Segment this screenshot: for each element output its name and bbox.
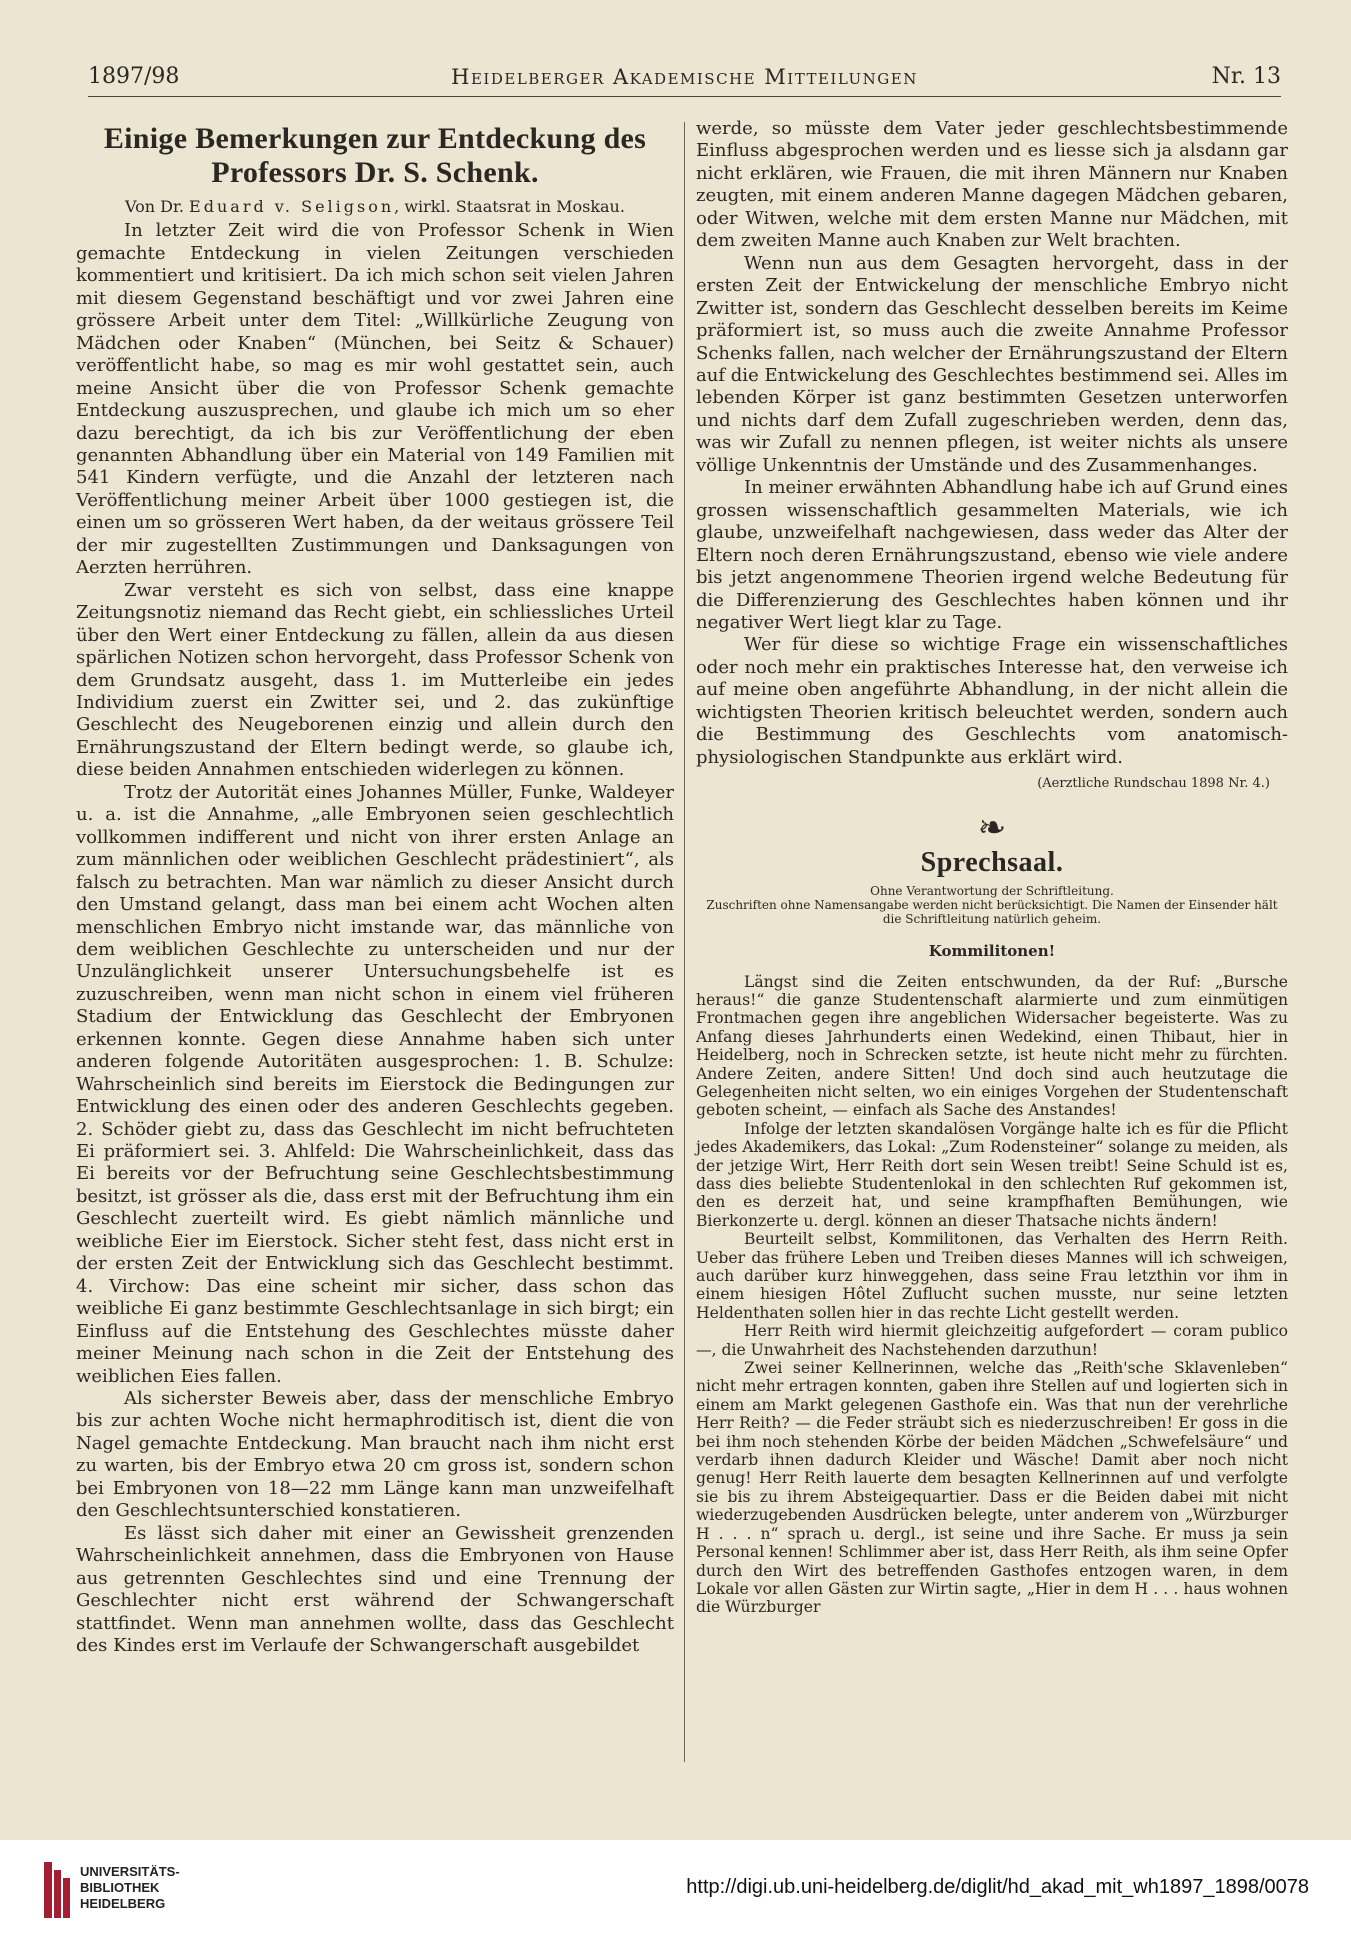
library-line: UNIVERSITÄTS- <box>80 1864 180 1879</box>
article-paragraph: Es lässt sich daher mit einer an Gewissheit grenzenden Wahrscheinlichkeit annehmen, dass die Embryonen von Hause aus getrennten Geschlechtes sind und eine Trennung der Geschlechter nicht erst während der Schwangerschaft stattfindet. Wenn man annehmen wollte, dass das Geschlecht des Kindes erst im Verlaufe der Schwangerschaft ausgebildet <box>76 1522 674 1656</box>
letter-paragraph: Zwei seiner Kellnerinnen, welche das „Reith'sche Sklavenleben“ nicht mehr ertragen konnten, gaben ihre Stellen auf und logierten sich in einem am Markt gelegenen Gasthofe ein. Was that nun der verehrliche Herr Reith? — die Feder sträubt sich es niederzuschreiben! Er goss in die bei ihm noch stehenden Körbe der beiden Mädchen „Schwefelsäure“ und verdarb ihnen dadurch Kleider und Wäsche! Damit aber noch nicht genug! Herr Reith lauerte dem besagten Kellnerinnen auf und verfolgte sie bis zu ihrem Absteigequartier. Dass er die Beiden dabei mit nicht wiederzugebenden Ausdrücken belegte, unter anderem von „Würzburger H . . . n“ sprach u. dergl., ist seine und ihre Sache. Er muss ja sein Personal kennen! Schlimmer aber ist, dass Herr Reith, als ihm seine Opfer durch den Wirt des betreffenden Gasthofes entzogen waren, in dem Lokale vor allen Gästen zur Wirtin sagte, „Hier in dem H . . . haus wohnen die Würzburger <box>696 1359 1288 1617</box>
logo-bar <box>44 1862 52 1918</box>
section-title: Sprechsaal. <box>920 846 1064 878</box>
article-paragraph: Trotz der Autorität eines Johannes Müller, Funke, Waldeyer u. a. ist die Annahme, „alle Embryonen seien geschlechtlich vollkommen indifferent und nicht von ihrer ersten Anlage an zum männlichen oder weiblichen Geschlecht prädestiniert“, als falsch zu betrachten. Man war nämlich zu dieser Ansicht durch den Umstand gelangt, dass man bei einem acht Wochen alten menschlichen Embryo nicht imstande war, das männliche von dem weiblichen Geschlechte zu unterscheiden und nur der Unzulänglichkeit unserer Untersuchungsbehelfe ist es zuzuschreiben, wenn man nicht schon in einem viel früheren Stadium der Entwicklung das Geschlecht der Embryonen erkennen konnte. Gegen diese Annahme haben sich unter anderen folgende Autoritäten ausgesprochen: 1. B. Schulze: Wahrscheinlich sind bereits im Eierstock die Bedingungen zur Entwicklung des einen oder des anderen Geschlechts gegeben. 2. Schöder giebt zu, dass das Geschlecht im nicht befruchteten Ei präformiert sei. 3. Ahlfeld: Die Wahrscheinlichkeit, dass das Ei bereits vor der Befruchtung seine Geschlechtsbestimmung besitzt, ist grösser als die, dass erst mit der Befruchtung ihm ein Geschlecht zuerteilt wird. Es giebt nämlich männliche und weibliche Eier im Eierstock. Sicher steht fest, dass nicht erst in der ersten Zeit der Entwicklung sich das Geschlecht bestimmt. 4. Virchow: Das eine scheint mir sicher, dass schon das weibliche Ei ganz bestimmte Geschlechtsanlage in sich birgt; ein Einfluss auf die Entstehung des Geschlechtes müsste daher meiner Meinung nach schon in die Zeit der Entstehung des weiblichen Eies fallen. <box>76 781 674 1387</box>
article-paragraph: Wer für diese so wichtige Frage ein wissenschaftliches oder noch mehr ein praktisches Interesse hat, den verweise ich auf meine oben angeführte Abhandlung, in der nicht allein die wichtigsten Theorien kritisch beleuchtet werden, sondern auch die Bestimmung des Geschlechts vom anatomisch-physiologischen Standpunkte aus erklärt wird. <box>696 634 1288 768</box>
byline-prefix: Von Dr. <box>125 197 190 216</box>
library-name <box>80 1864 180 1912</box>
article-paragraph: werde, so müsste dem Vater jeder geschlechtsbestimmende Einfluss abgesprochen werden und es liesse sich ja alsdann gar nicht erklären, wie Frauen, die mit ihren Männern nur Knaben zeugten, mit einem anderen Manne dagegen Mädchen gebaren, oder Witwen, welche mit dem ersten Manne nur Mädchen, mit dem zweiten Manne auch Knaben zur Welt brachten. <box>696 118 1288 252</box>
logo-bar <box>63 1878 70 1918</box>
column-divider <box>684 122 685 1762</box>
header-number: Nr. 13 <box>1211 64 1281 89</box>
section-note-2: Zuschriften ohne Namensangabe werden nicht berücksichtigt. Die Namen der Einsender hält die Schriftleitung natürlich geheim. <box>706 898 1278 927</box>
right-column <box>696 118 1288 1617</box>
article-title: Einige Bemerkungen zur Entdeckung des Professors Dr. S. Schenk. <box>103 122 647 189</box>
letter-paragraph: Infolge der letzten skandalösen Vorgänge halte ich es für die Pflicht jedes Akademikers, das Lokal: „Zum Rodensteiner“ solange zu meiden, als der jetzige Wirt, Herr Reith dort sein Wesen treibt! Seine Schuld ist es, dass dies beliebte Studentenlokal in den schlechten Ruf gekommen ist, den es derzeit hat, und seine krampfhaften Bemühungen, wie Bierkonzerte u. dergl. können an dieser Thatsache nichts ändern! <box>696 1119 1288 1230</box>
university-logo-icon <box>44 1862 70 1918</box>
article-paragraph: Als sicherster Beweis aber, dass der menschliche Embryo bis zur achten Woche nicht hermaphroditisch ist, dient die von Nagel gemachte Entdeckung. Man braucht nach ihm nicht erst zu warten, bis der Embryo etwa 20 cm gross ist, sondern schon bei Embryonen von 18—22 mm Länge kann man unzweifelhaft den Geschlechtsunterschied konstatieren. <box>76 1388 674 1522</box>
article-paragraph: In letzter Zeit wird die von Professor Schenk in Wien gemachte Entdeckung in vielen Zeitungen verschieden kommentiert und kritisiert. Da ich mich schon seit vielen Jahren mit diesem Gegenstand beschäftigt und vor zwei Jahren eine grössere Arbeit unter dem Titel: „Willkürliche Zeugung von Mädchen oder Knaben“ (München, bei Seitz & Schauer) veröffentlicht habe, so mag es mir wohl gestattet sein, auch meine Ansicht über die von Professor Schenk gemachte Entdeckung auszusprechen, und glaube ich mich um so eher dazu berechtigt, da ich bis zur Veröffentlichung der eben genannten Abhandlung über ein Material von 149 Familien mit 541 Kindern verfügte, und die Anzahl der letzteren nach Veröffentlichung meiner Arbeit über 1000 gestiegen ist, die einen um so grösseren Wert haben, da der weitaus grössere Teil der mir zugestellten Zustimmungen und Danksagungen von Aerzten herrühren. <box>76 220 674 579</box>
left-column <box>76 118 674 1657</box>
letter-heading: Kommilitonen! <box>928 942 1056 961</box>
article-source: (Aerztliche Rundschau 1898 Nr. 4.) <box>1037 776 1270 792</box>
ornament-icon: ❧ <box>977 807 1007 848</box>
letter-paragraph: Längst sind die Zeiten entschwunden, da der Ruf: „Bursche heraus!“ die ganze Studentenschaft alarmierte und zum einmütigen Frontmachen gegen ihre angeblichen Widersacher begeisterte. Was zu Anfang dieses Jahrhunderts einen Wedekind, einen Thibaut, hier in Heidelberg, noch in Schrecken setzte, ist heute nicht mehr zu fürchten. Andere Zeiten, andere Sitten! Und doch sind auch heutzutage die Gelegenheiten nicht selten, wo ein einiges Vorgehen der Studentenschaft geboten scheint, — einfach als Sache des Anstandes! <box>696 972 1288 1120</box>
letter-paragraph: Herr Reith wird hiermit gleichzeitig aufgefordert — coram publico —, die Unwahrheit des Nachstehenden darzuthun! <box>696 1322 1288 1359</box>
header-year: 1897/98 <box>88 64 180 89</box>
logo-bar <box>54 1870 61 1918</box>
article-paragraph: Zwar versteht es sich von selbst, dass eine knappe Zeitungsnotiz niemand das Recht giebt, ein schliessliches Urteil über den Wert einer Entdeckung zu fällen, allein da aus diesen spärlichen Notizen schon hervorgeht, dass Professor Schenk von dem Grundsatz ausgeht, dass 1. im Mutterleibe ein jedes Individium zuerst ein Zwitter sei, und 2. das zukünftige Geschlecht des Neugeborenen einzig und allein durch den Ernährungszustand der Eltern bedingt werde, so glaube ich, diese beiden Annahmen entschieden widerlegen zu können. <box>76 579 674 781</box>
library-line: BIBLIOTHEK <box>80 1880 160 1895</box>
author-name: Eduard v. Seligson <box>189 197 395 216</box>
running-header <box>88 62 1281 97</box>
viewer-footer <box>0 1840 1351 1940</box>
byline-suffix: , wirkl. Staatsrat in Moskau. <box>394 197 625 216</box>
section-note-1: Ohne Verantwortung der Schriftleitung. <box>870 884 1114 899</box>
byline <box>76 196 674 218</box>
article-paragraph: In meiner erwähnten Abhandlung habe ich auf Grund eines grossen wissenschaftlich gesammelten Materials, wie ich glaube, unzweifelhaft nachgewiesen, dass weder das Alter der Eltern noch deren Ernährungszustand, ebenso wie viele andere bis jetzt angenommene Theorien irgend welche Bedeutung für die Differenzierung des Geschlechtes haben können und ihr negativer Wert liegt klar zu Tage. <box>696 477 1288 633</box>
letter-paragraph: Beurteilt selbst, Kommilitonen, das Verhalten des Herrn Reith. Ueber das frühere Leben und Treiben dieses Mannes will ich schweigen, auch darüber kurz hinweggehen, dass seine Frau letzthin vor ihm in einem hiesigen Hôtel Zuflucht suchen musste, nur seine letzten Heldenthaten sollen hier in das rechte Licht gestellt werden. <box>696 1230 1288 1322</box>
article-paragraph: Wenn nun aus dem Gesagten hervorgeht, dass in der ersten Zeit der Entwickelung der menschliche Embryo nicht Zwitter ist, sondern das Geschlecht desselben bereits im Keime präformiert ist, so muss auch die zweite Annahme Professor Schenks fallen, nach welcher der Ernährungszustand der Eltern auf die Entwickelung des Geschlechtes bestimmend sei. Alles im lebenden Körper ist ganz bestimmten Gesetzen unterworfen und nichts darf dem Zufall zugeschrieben werden, denn das, was wir Zufall zu nennen pflegen, ist weiter nichts als unsere völlige Unkenntnis der Umstände und des Zusammenhanges. <box>696 252 1288 476</box>
permalink-url[interactable]: http://digi.ub.uni-heidelberg.de/diglit/hd_akad_mit_wh1897_1898/0078 <box>686 1876 1309 1898</box>
header-journal: Heidelberger Akademische Mitteilungen <box>451 65 918 89</box>
letter-body <box>696 973 1288 1617</box>
library-line: HEIDELBERG <box>80 1896 166 1911</box>
